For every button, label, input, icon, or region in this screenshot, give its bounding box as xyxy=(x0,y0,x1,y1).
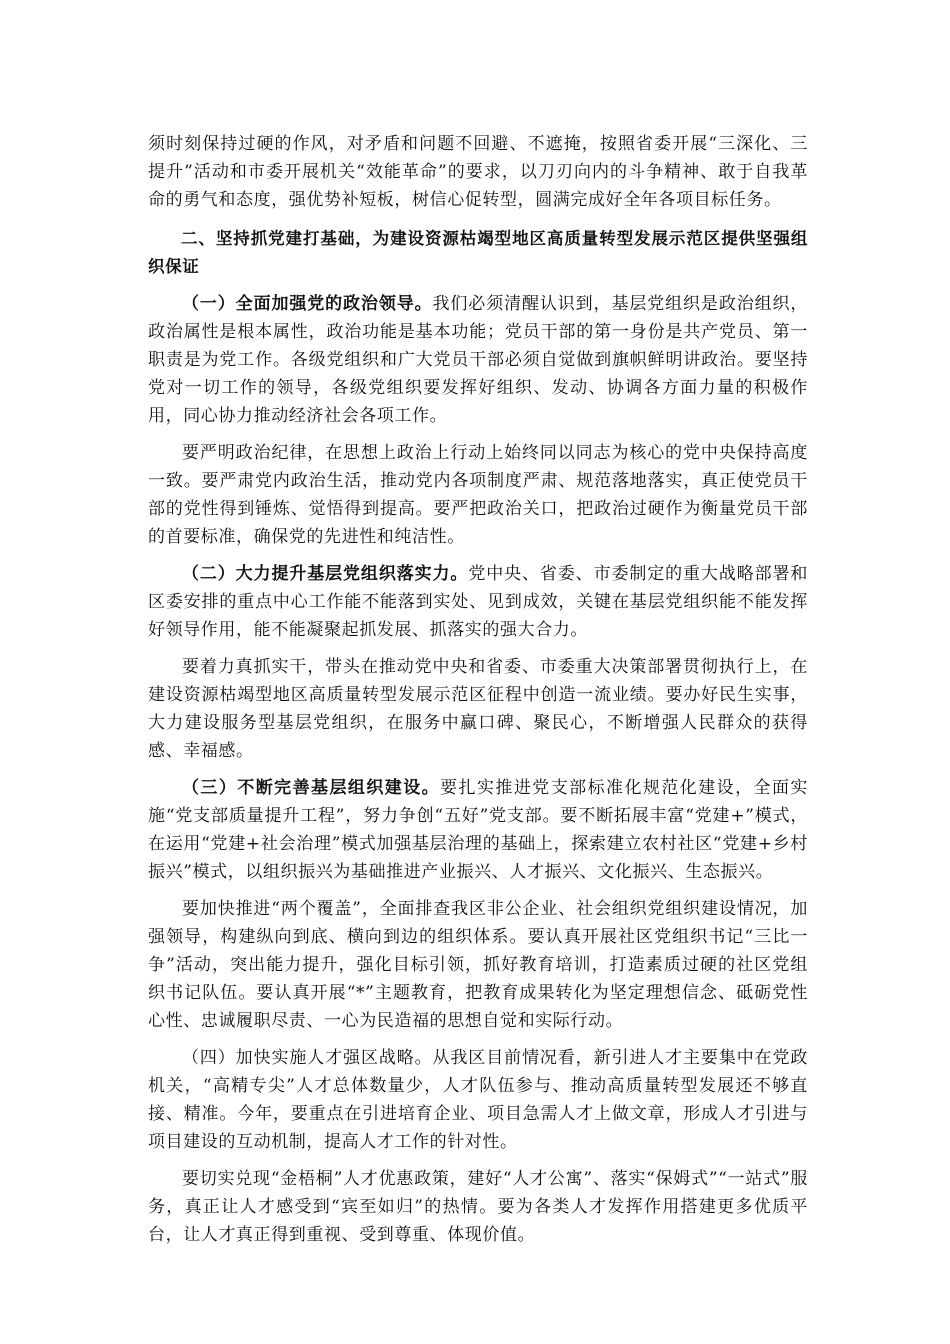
paragraph-organization-building xyxy=(148,774,808,886)
subheading-2: （二）大力提升基层党组织落实力。 xyxy=(182,564,469,584)
paragraph-political-leadership xyxy=(148,290,808,430)
paragraph-text: 我们必须清醒认识到，基层党组织是政治组织，政治属性是根本属性，政治功能是基本功能；党员干部的第一身份是共产党员、第一职责是为党工作。各级党组织和广大党员干部必须自觉做到旗帜鲜明讲政治。要坚持党对一切工作的领导，各级党组织要发挥好组织、发动、协调各方面力量的积极作用，同心协力推动经济社会各项工作。 xyxy=(148,294,808,426)
subheading-1: （一）全面加强党的政治领导。 xyxy=(182,294,433,314)
section-heading-2: 二、坚持抓党建打基础，为建设资源枯竭型地区高质量转型发展示范区提供坚强组织保证 xyxy=(148,229,808,276)
paragraph-continuation: 须时刻保持过硬的作风，对矛盾和问题不回避、不遮掩，按照省委开展“三深化、三提升”活动和市委开展机关“效能革命”的要求，以刀刃向内的斗争精神、敢于自我革命的勇气和态度，强优势补短板，树信心促转型，圆满完成好全年各项目标任务。 xyxy=(148,134,808,210)
paragraph-talent-strategy: （四）加快实施人才强区战略。从我区目前情况看，新引进人才主要集中在党政机关，“高精专尖”人才总体数量少，人才队伍参与、推动高质量转型发展还不够直接、精准。今年，要重点在引进培育企业、项目急需人才上做文章，形成人才引进与项目建设的互动机制，提高人才工作的针对性。 xyxy=(148,1048,808,1152)
paragraph-practical-work: 要着力真抓实干，带头在推动党中央和省委、市委重大决策部署贯彻执行上，在建设资源枯竭型地区高质量转型发展示范区征程中创造一流业绩。要办好民生实事，大力建设服务型基层党组织，在服务中赢口碑、聚民心，不断增强人民群众的获得感、幸福感。 xyxy=(148,657,808,761)
paragraph-talent-policy: 要切实兑现“金梧桐”人才优惠政策，建好“人才公寓”、落实“保姆式”“一站式”服务，真正让人才感受到“宾至如归”的热情。要为各类人才发挥作用搭建更多优质平台，让人才真正得到重视、受到尊重、体现价值。 xyxy=(148,1169,808,1245)
paragraph-text: 要扎实推进党支部标准化规范化建设，全面实施“党支部质量提升工程”，努力争创“五好”党支部。要不断拓展丰富“党建+”模式，在运用“党建+社会治理”模式加强基层治理的基础上，探索建立农村社区“党建+乡村振兴”模式，以组织振兴为基础推进产业振兴、人才振兴、文化振兴、生态振兴。 xyxy=(148,778,808,882)
document-body xyxy=(148,130,808,1249)
paragraph-grassroots-implementation xyxy=(148,560,808,644)
paragraph-political-discipline: 要严明政治纪律，在思想上政治上行动上始终同以同志为核心的党中央保持高度一致。要严肃党内政治生活，推动党内各项制度严肃、规范落地落实，真正使党员干部的党性得到锤炼、觉悟得到提高。要严把政治关口，把政治过硬作为衡量党员干部的首要标准，确保党的先进性和纯洁性。 xyxy=(148,443,808,547)
subheading-3: （三）不断完善基层组织建设。 xyxy=(182,778,441,798)
paragraph-text: 党中央、省委、市委制定的重大战略部署和区委安排的重点中心工作能不能落到实处、见到成效，关键在基层党组织能不能发挥好领导作用，能不能凝聚起抓发展、抓落实的强大合力。 xyxy=(148,564,808,640)
paragraph-two-coverages: 要加快推进“两个覆盖”，全面排查我区非公企业、社会组织党组织建设情况，加强领导，构建纵向到底、横向到边的组织体系。要认真开展社区党组织书记“三比一争”活动，突出能力提升，强化目标引领，抓好教育培训，打造素质过硬的社区党组织书记队伍。要认真开展“*”主题教育，把教育成果转化为坚定理想信念、砥砺党性心性、忠诚履职尽责、一心为民造福的思想自觉和实际行动。 xyxy=(148,899,808,1031)
